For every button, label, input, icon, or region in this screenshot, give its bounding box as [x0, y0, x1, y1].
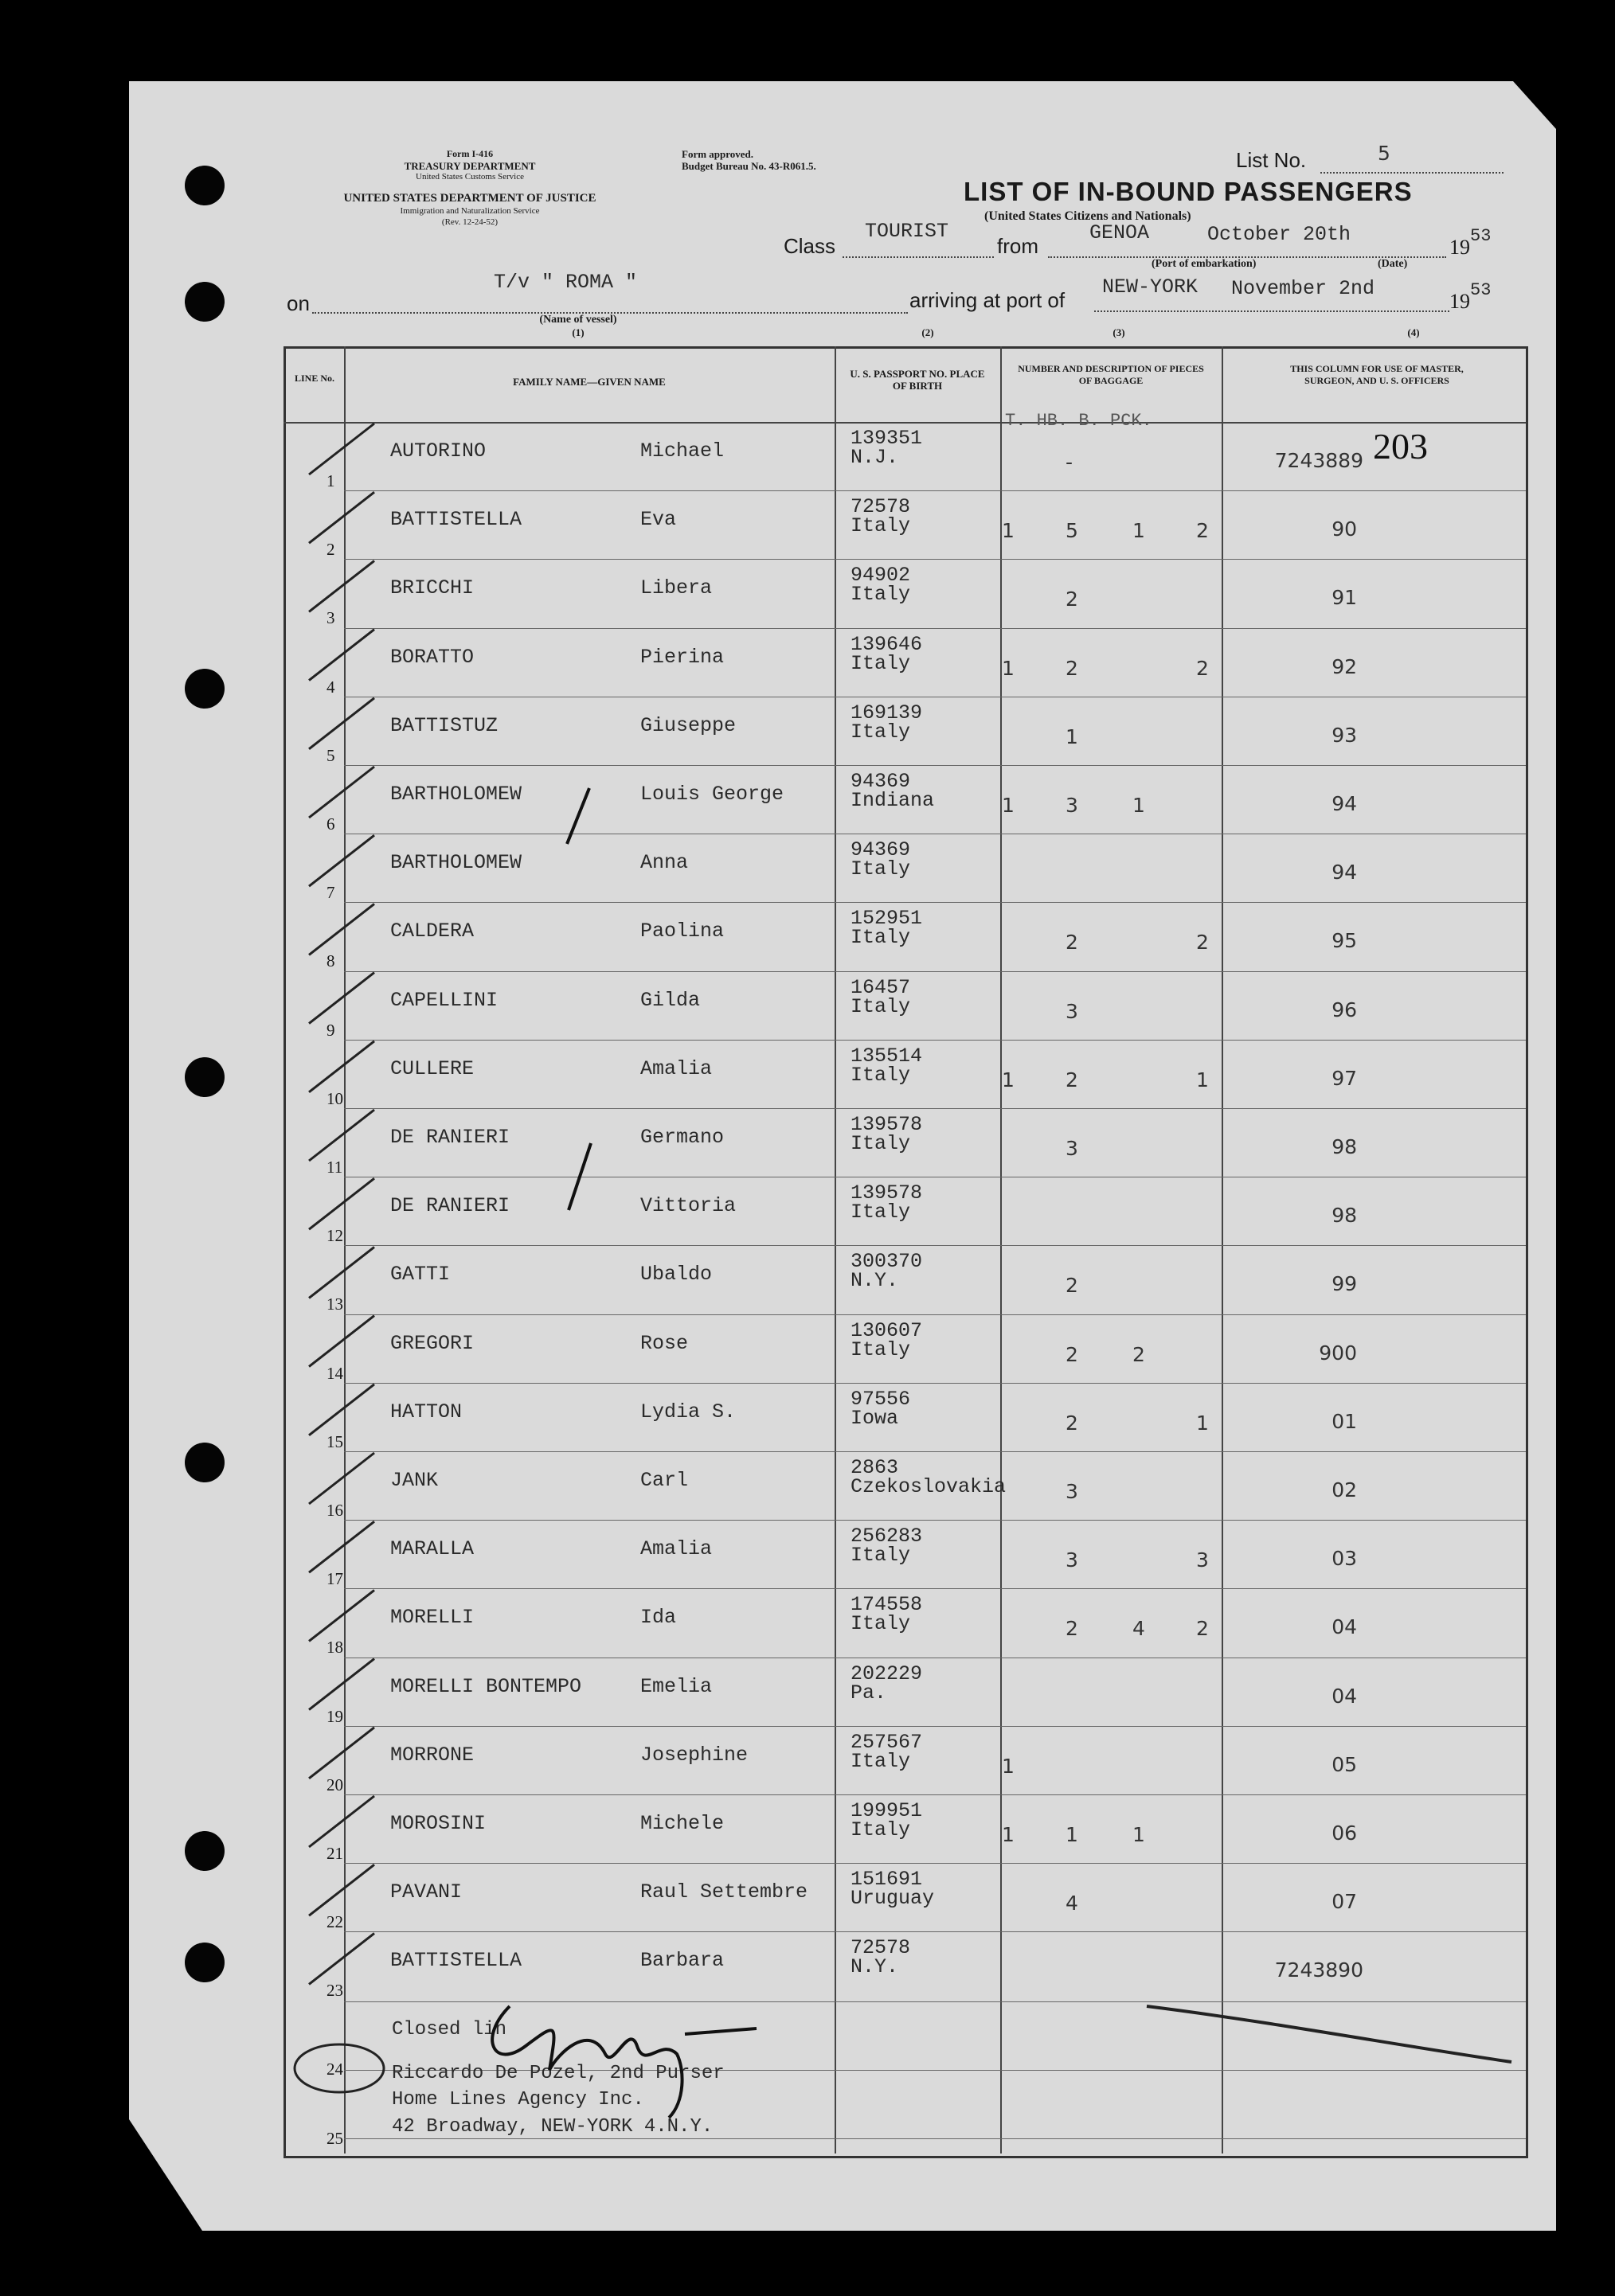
family-name: MARALLA: [390, 1537, 475, 1561]
list-no-line: [1320, 172, 1504, 174]
baggage-hand: -: [1066, 451, 1073, 474]
baggage-hand: 2: [1066, 656, 1078, 680]
punch-hole: [185, 166, 225, 205]
given-name: Louis George: [640, 783, 784, 806]
baggage-subheader: T. HB. B. PCK.: [1005, 411, 1152, 431]
row-divider: [344, 1931, 1526, 1932]
place-of-birth: Italy: [851, 1749, 911, 1773]
class-line: [843, 256, 994, 258]
passport-number: 152951: [851, 907, 923, 931]
officer-number: 92: [1331, 654, 1357, 678]
given-name: Amalia: [640, 1056, 713, 1080]
line-number: 8: [327, 951, 335, 971]
given-name: Eva: [640, 508, 677, 532]
treasury-dept: TREASURY DEPARTMENT: [404, 160, 536, 172]
officer-number: 05: [1331, 1752, 1357, 1776]
family-name: CALDERA: [390, 920, 475, 943]
family-name: MORELLI: [390, 1606, 475, 1630]
list-no-value: 5: [1378, 142, 1390, 165]
row-divider: [344, 1040, 1526, 1041]
officer-number: 7243890: [1274, 1958, 1363, 1982]
col-divider: [344, 346, 346, 2153]
baggage-packages: 2: [1196, 931, 1209, 955]
officer-number: 04: [1331, 1684, 1357, 1708]
line-number: 21: [327, 1844, 343, 1863]
row-divider: [344, 490, 1526, 491]
line-number: 4: [327, 677, 335, 697]
line-number: 24: [327, 2060, 343, 2079]
arrival-line: [1094, 310, 1449, 312]
baggage-trunks: 1: [1002, 1068, 1015, 1091]
family-name: HATTON: [390, 1400, 463, 1423]
agency-name: Home Lines Agency Inc.: [392, 2089, 644, 2111]
officer-number: 900: [1319, 1341, 1357, 1365]
on-label: on: [287, 291, 310, 315]
passport-number: 16457: [851, 975, 911, 999]
family-name: BORATTO: [390, 645, 475, 669]
place-of-birth: N.Y.: [851, 1955, 899, 1979]
class-label: Class: [784, 234, 836, 258]
line-number: 17: [327, 1569, 343, 1589]
family-name: DE RANIERI: [390, 1126, 510, 1149]
place-of-birth: Italy: [851, 720, 911, 744]
line-number: 15: [327, 1431, 343, 1451]
class-value: TOURIST: [865, 220, 949, 243]
passport-number: 97556: [851, 1387, 911, 1411]
agency-address: 42 Broadway, NEW-YORK 4.N.Y.: [392, 2116, 714, 2138]
passport-number: 199951: [851, 1799, 923, 1822]
given-name: Amalia: [640, 1537, 713, 1561]
baggage-hand: 1: [1066, 724, 1078, 748]
year-prefix: 19: [1449, 236, 1470, 259]
given-name: Lydia S.: [640, 1400, 737, 1423]
budget-bureau: Budget Bureau No. 43-R061.5.: [682, 160, 816, 172]
baggage-boxes: 2: [1132, 1342, 1145, 1366]
col-1-caption: (1): [572, 326, 585, 338]
vessel-name: T/v " ROMA ": [494, 271, 638, 294]
family-name: CULLERE: [390, 1056, 475, 1080]
family-name: MORRONE: [390, 1743, 475, 1767]
place-of-birth: N.Y.: [851, 1269, 899, 1293]
baggage-hand: 2: [1066, 1068, 1078, 1091]
officer-number: 97: [1331, 1066, 1357, 1090]
given-name: Emelia: [640, 1674, 713, 1698]
baggage-packages: 3: [1196, 1548, 1209, 1572]
baggage-hand: 2: [1066, 1274, 1078, 1298]
family-name: GATTI: [390, 1263, 451, 1287]
punch-hole: [185, 282, 225, 322]
customs-service: United States Customs Service: [416, 172, 524, 182]
given-name: Michael: [640, 439, 725, 463]
place-of-birth: Italy: [851, 1612, 911, 1636]
line-number: 9: [327, 1020, 335, 1040]
family-name: PAVANI: [390, 1880, 463, 1904]
row-divider: [344, 1520, 1526, 1521]
line-number: 1: [327, 471, 335, 490]
list-no-label: List No.: [1236, 148, 1307, 172]
row-divider: [344, 2001, 1526, 2002]
passport-number: 169139: [851, 701, 923, 724]
justice-dept: UNITED STATES DEPARTMENT OF JUSTICE: [343, 192, 596, 205]
family-name: BARTHOLOMEW: [390, 851, 522, 875]
baggage-packages: 1: [1196, 1068, 1209, 1091]
passport-number: 94369: [851, 770, 911, 793]
baggage-hand: 1: [1066, 1823, 1078, 1846]
baggage-trunks: 1: [1002, 794, 1015, 817]
place-of-birth: Italy: [851, 583, 911, 607]
port-of-embarkation: GENOA: [1089, 221, 1150, 244]
given-name: Josephine: [640, 1743, 749, 1767]
passport-number: 130607: [851, 1318, 923, 1342]
col-divider: [1222, 346, 1223, 2153]
closed-line-note: Closed lin: [392, 2019, 507, 2040]
officer-number: 96: [1331, 998, 1357, 1021]
date-caption: (Date): [1378, 258, 1408, 270]
baggage-packages: 2: [1196, 1617, 1209, 1641]
given-name: Germano: [640, 1126, 725, 1149]
punch-hole: [185, 1831, 225, 1871]
row-divider: [344, 765, 1526, 766]
line-number: 18: [327, 1638, 343, 1658]
given-name: Anna: [640, 851, 689, 875]
baggage-hand: 4: [1066, 1892, 1078, 1915]
place-of-birth: N.J.: [851, 446, 899, 469]
form-number: Form I-416: [446, 148, 494, 159]
passport-number: 94902: [851, 564, 911, 588]
given-name: Pierina: [640, 645, 725, 669]
year-arrival: 53: [1470, 280, 1492, 300]
passport-number: 72578: [851, 495, 911, 519]
family-name: MOROSINI: [390, 1812, 487, 1835]
given-name: Raul Settembre: [640, 1880, 808, 1904]
place-of-birth: Italy: [851, 857, 911, 881]
row-divider: [344, 1245, 1526, 1246]
line-number: 11: [327, 1158, 343, 1177]
officer-number: 01: [1331, 1409, 1357, 1433]
page-title: LIST OF IN-BOUND PASSENGERS: [964, 177, 1413, 206]
baggage-hand: 2: [1066, 1617, 1078, 1641]
line-number: 25: [327, 2129, 343, 2148]
given-name: Giuseppe: [640, 713, 737, 737]
baggage-boxes: 1: [1132, 794, 1145, 817]
place-of-birth: Pa.: [851, 1681, 887, 1704]
place-of-birth: Italy: [851, 1132, 911, 1155]
place-of-birth: Italy: [851, 651, 911, 675]
baggage-trunks: 1: [1002, 519, 1015, 543]
officer-number: 94: [1331, 861, 1357, 884]
line-number: 22: [327, 1912, 343, 1932]
date-of-embarkation: October 20th: [1207, 223, 1351, 246]
officer-number: 95: [1331, 929, 1357, 953]
place-of-birth: Italy: [851, 1544, 911, 1568]
row-divider: [344, 559, 1526, 560]
officer-number: 93: [1331, 723, 1357, 747]
passport-number: 257567: [851, 1730, 923, 1754]
officer-number: 04: [1331, 1615, 1357, 1639]
family-name: DE RANIERI: [390, 1194, 510, 1218]
passport-number: 256283: [851, 1525, 923, 1548]
given-name: Carl: [640, 1469, 689, 1492]
baggage-hand: 3: [1066, 999, 1078, 1023]
family-name: JANK: [390, 1469, 439, 1492]
row-divider: [344, 1108, 1526, 1109]
page-subtitle: (United States Citizens and Nationals): [984, 209, 1191, 223]
row-divider: [344, 1588, 1526, 1589]
row-divider: [344, 2138, 1526, 2139]
passport-number: 174558: [851, 1593, 923, 1617]
baggage-hand: 2: [1066, 931, 1078, 955]
header-divider: [284, 422, 1526, 424]
baggage-packages: 1: [1196, 1411, 1209, 1435]
baggage-hand: 3: [1066, 794, 1078, 817]
given-name: Michele: [640, 1812, 725, 1835]
punch-hole: [185, 1057, 225, 1097]
baggage-hand: 5: [1066, 519, 1078, 543]
passport-number: 139578: [851, 1113, 923, 1136]
line-number: 5: [327, 745, 335, 765]
passport-number: 72578: [851, 1936, 911, 1960]
col-3-caption: (3): [1113, 326, 1125, 338]
row-divider: [344, 628, 1526, 629]
row-divider: [344, 971, 1526, 972]
line-number: 7: [327, 883, 335, 903]
col-divider: [1000, 346, 1002, 2153]
col-header-passport: U. S. PASSPORT NO. PLACE OF BIRTH: [850, 368, 985, 392]
passport-number: 135514: [851, 1044, 923, 1068]
baggage-trunks: 1: [1002, 656, 1015, 680]
row-divider: [344, 1383, 1526, 1384]
place-of-birth: Italy: [851, 1337, 911, 1361]
officer-number: 98: [1331, 1135, 1357, 1158]
place-of-birth: Italy: [851, 926, 911, 950]
given-name: Gilda: [640, 988, 701, 1012]
ins-service: Immigration and Naturalization Service: [400, 206, 540, 216]
row-divider: [344, 1314, 1526, 1315]
year-prefix-2: 19: [1449, 290, 1470, 313]
baggage-hand: 2: [1066, 588, 1078, 611]
place-of-birth: Iowa: [851, 1406, 899, 1430]
punch-hole: [185, 669, 225, 709]
officer-number: 07: [1331, 1890, 1357, 1914]
officer-number: 98: [1331, 1204, 1357, 1228]
line-number: 3: [327, 608, 335, 628]
given-name: Barbara: [640, 1949, 725, 1973]
officer-stamp-number: 203: [1373, 426, 1428, 467]
vessel-caption: (Name of vessel): [539, 314, 617, 326]
officer-number: 06: [1331, 1822, 1357, 1845]
col-4-caption: (4): [1407, 326, 1420, 338]
line-number: 10: [327, 1088, 343, 1108]
place-of-birth: Indiana: [851, 789, 935, 812]
family-name: BRICCHI: [390, 576, 475, 600]
officer-number: 91: [1331, 586, 1357, 610]
place-of-birth: Italy: [851, 994, 911, 1018]
baggage-hand: 3: [1066, 1548, 1078, 1572]
place-of-birth: Italy: [851, 514, 911, 538]
row-divider: [344, 1451, 1526, 1452]
col-header-baggage: NUMBER AND DESCRIPTION OF PIECES OF BAGGAGE: [1018, 363, 1204, 386]
form-revision: (Rev. 12-24-52): [441, 217, 499, 227]
family-name: MORELLI BONTEMPO: [390, 1674, 582, 1698]
col-header-officers: THIS COLUMN FOR USE OF MASTER, SURGEON, AND U. S. OFFICERS: [1290, 363, 1464, 386]
given-name: Paolina: [640, 920, 725, 943]
family-name: AUTORINO: [390, 439, 487, 463]
baggage-boxes: 1: [1132, 1823, 1145, 1846]
arriving-label: arriving at port of: [909, 288, 1066, 312]
passport-number: 2863: [851, 1456, 899, 1479]
date-of-arrival: November 2nd: [1231, 277, 1375, 300]
place-of-birth: Italy: [851, 1201, 911, 1224]
row-divider: [344, 1726, 1526, 1727]
passport-number: 139646: [851, 632, 923, 656]
place-of-birth: Italy: [851, 1818, 911, 1841]
passport-number: 139578: [851, 1181, 923, 1205]
purser-name: Riccardo De Pozel, 2nd Purser: [392, 2063, 725, 2084]
family-name: BATTISTUZ: [390, 713, 499, 737]
baggage-hand: 3: [1066, 1137, 1078, 1160]
from-label: from: [997, 234, 1038, 258]
given-name: Libera: [640, 576, 713, 600]
place-of-birth: Italy: [851, 1063, 911, 1087]
family-name: BATTISTELLA: [390, 508, 522, 532]
punch-hole: [185, 1443, 225, 1482]
embark-caption: (Port of embarkation): [1152, 258, 1257, 270]
port-of-arrival: NEW-YORK: [1102, 275, 1199, 299]
line-number: 13: [327, 1294, 343, 1314]
row-divider: [344, 902, 1526, 903]
line-number: 16: [327, 1501, 343, 1520]
line-number: 23: [327, 1981, 343, 2001]
form-approved: Form approved.: [682, 148, 754, 160]
officer-number: 90: [1331, 517, 1357, 541]
year-embarkation: 53: [1470, 226, 1492, 246]
baggage-trunks: 1: [1002, 1823, 1015, 1846]
baggage-hand: 3: [1066, 1480, 1078, 1503]
place-of-birth: Czekoslovakia: [851, 1475, 1007, 1498]
officer-number: 03: [1331, 1547, 1357, 1571]
baggage-boxes: 4: [1132, 1617, 1145, 1641]
family-name: CAPELLINI: [390, 988, 499, 1012]
given-name: Ubaldo: [640, 1263, 713, 1287]
officer-number: 94: [1331, 792, 1357, 815]
officer-number: 02: [1331, 1478, 1357, 1501]
passport-number: 151691: [851, 1868, 923, 1892]
officer-number: 99: [1331, 1272, 1357, 1296]
line-number: 20: [327, 1775, 343, 1794]
place-of-birth: Uruguay: [851, 1887, 935, 1911]
family-name: BATTISTELLA: [390, 1949, 522, 1973]
passport-number: 139351: [851, 427, 923, 450]
row-divider: [344, 1794, 1526, 1795]
line-number: 14: [327, 1363, 343, 1383]
col-header-line: LINE No.: [294, 373, 334, 384]
col-divider: [835, 346, 836, 2153]
given-name: Ida: [640, 1606, 677, 1630]
baggage-boxes: 1: [1132, 519, 1145, 543]
line-number: 6: [327, 814, 335, 834]
officer-number: 7243889: [1274, 449, 1363, 472]
baggage-hand: 2: [1066, 1411, 1078, 1435]
given-name: Rose: [640, 1331, 689, 1355]
baggage-hand: 2: [1066, 1342, 1078, 1366]
line-number: 2: [327, 540, 335, 560]
baggage-packages: 2: [1196, 656, 1209, 680]
col-header-name: FAMILY NAME—GIVEN NAME: [513, 376, 666, 388]
line-number: 12: [327, 1226, 343, 1246]
row-divider: [344, 1863, 1526, 1864]
passport-number: 202229: [851, 1661, 923, 1685]
family-name: GREGORI: [390, 1331, 475, 1355]
given-name: Vittoria: [640, 1194, 737, 1218]
punch-hole: [185, 1943, 225, 1982]
passport-number: 300370: [851, 1250, 923, 1274]
passport-number: 94369: [851, 838, 911, 862]
col-2-caption: (2): [921, 326, 934, 338]
family-name: BARTHOLOMEW: [390, 783, 522, 806]
baggage-trunks: 1: [1002, 1754, 1015, 1778]
baggage-packages: 2: [1196, 519, 1209, 543]
line-number: 19: [327, 1706, 343, 1726]
